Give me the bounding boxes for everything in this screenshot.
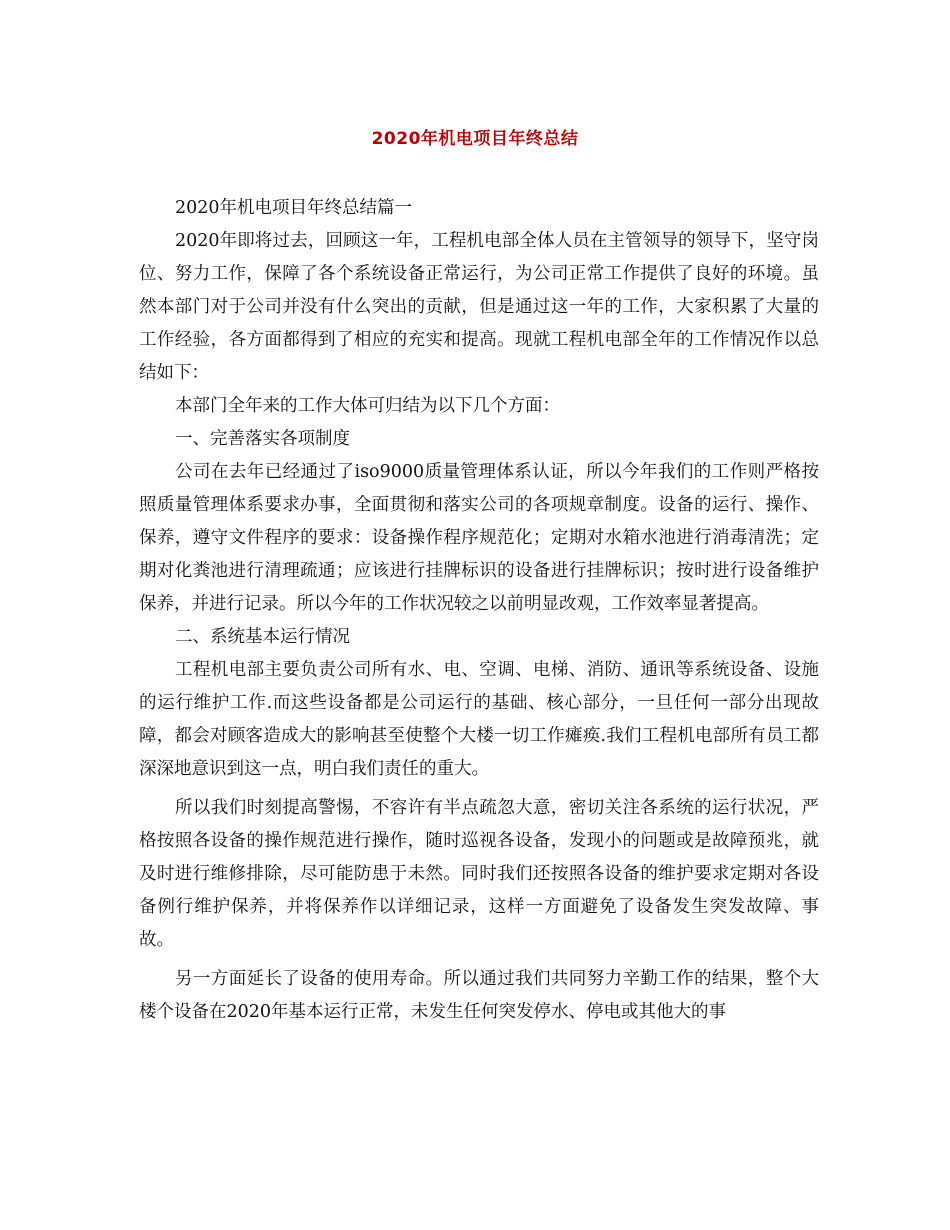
body-paragraph: 公司在去年已经通过了iso9000质量管理体系认证，所以今年我们的工作则严格按照质量管理体系要求办事，全面贯彻和落实公司的各项规章制度。设备的运行、操作、保养，遵守文件程序的要求：设备操作程序规范化；定期对水箱水池进行消毒清洗；定期对化粪池进行清理疏通；应该进行挂牌标识的设备进行挂牌标识；按时进行设备维护保养，并进行记录。所以今年的工作状况较之以前明显改观，工作效率显著提高。 <box>139 462 819 614</box>
body-paragraph: 本部门全年来的工作大体可归结为以下几个方面： <box>175 396 560 416</box>
body-paragraph: 另一方面延长了设备的使用寿命。所以通过我们共同努力辛勤工作的结果，整个大楼个设备在2020年基本运行正常，未发生任何突发停水、停电或其他大的事 <box>139 969 819 1022</box>
document-body <box>139 192 819 1029</box>
body-paragraph: 工程机电部主要负责公司所有水、电、空调、电梯、消防、通讯等系统设备、设施的运行维护工作.而这些设备都是公司运行的基础、核心部分，一旦任何一部分出现故障，都会对顾客造成大的影响甚至使整个大楼一切工作瘫痪.我们工程机电部所有员工都深深地意识到这一点，明白我们责任的重大。 <box>139 660 819 779</box>
section-heading: 2020年机电项目年终总结篇一 <box>175 198 413 218</box>
section-heading: 二、系统基本运行情况 <box>175 627 350 647</box>
document-title: 2020年机电项目年终总结 <box>371 129 579 149</box>
section-heading: 一、完善落实各项制度 <box>175 429 350 449</box>
body-paragraph: 所以我们时刻提高警惕，不容许有半点疏忽大意，密切关注各系统的运行状况，严格按照各设备的操作规范进行操作，随时巡视各设备，发现小的问题或是故障预兆，就及时进行维修排除，尽可能防患于未然。同时我们还按照各设备的维护要求定期对各设备例行维护保养，并将保养作以详细记录，这样一方面避免了设备发生突发故障、事故。 <box>139 798 819 950</box>
body-paragraph: 2020年即将过去，回顾这一年，工程机电部全体人员在主管领导的领导下，坚守岗位、努力工作，保障了各个系统设备正常运行，为公司正常工作提供了良好的环境。虽然本部门对于公司并没有什么突出的贡献，但是通过这一年的工作，大家积累了大量的工作经验，各方面都得到了相应的充实和提高。现就工程机电部全年的工作情况作以总结如下： <box>139 231 819 383</box>
